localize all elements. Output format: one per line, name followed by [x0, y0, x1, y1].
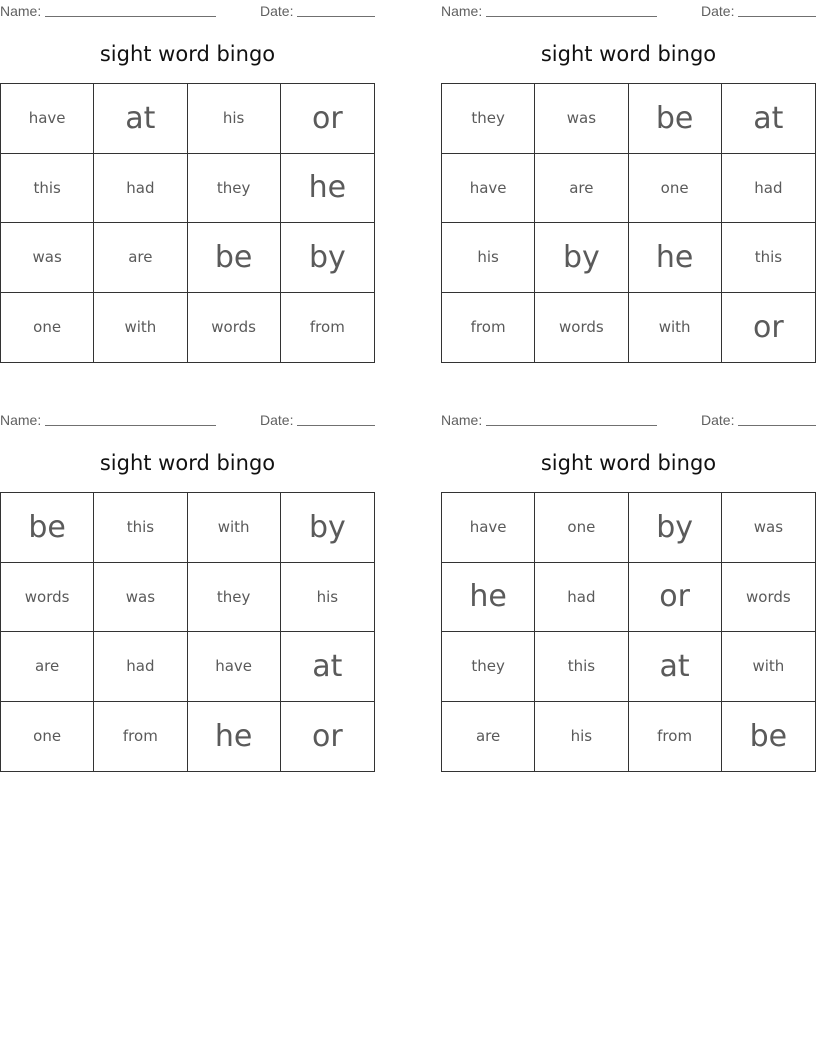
- bingo-cell[interactable]: they: [188, 154, 281, 224]
- bingo-cell[interactable]: or: [629, 563, 722, 633]
- bingo-cell[interactable]: be: [188, 223, 281, 293]
- bingo-cell[interactable]: he: [188, 702, 281, 772]
- name-date-row: [441, 412, 816, 428]
- name-date-row: [0, 412, 375, 428]
- name-blank-line[interactable]: [45, 16, 216, 17]
- bingo-cell[interactable]: they: [442, 84, 535, 154]
- bingo-cell[interactable]: had: [94, 632, 187, 702]
- bingo-grid: [0, 83, 375, 363]
- bingo-cell[interactable]: they: [188, 563, 281, 633]
- bingo-cell[interactable]: this: [94, 493, 187, 563]
- bingo-grid: [441, 492, 816, 772]
- bingo-cell[interactable]: by: [281, 223, 374, 293]
- bingo-cell[interactable]: was: [722, 493, 815, 563]
- bingo-cell[interactable]: this: [722, 223, 815, 293]
- card-title: sight word bingo: [540, 451, 717, 475]
- name-blank-line[interactable]: [486, 16, 657, 17]
- bingo-cell[interactable]: one: [535, 493, 628, 563]
- bingo-cell[interactable]: this: [535, 632, 628, 702]
- bingo-cell[interactable]: have: [442, 493, 535, 563]
- bingo-card: [0, 409, 375, 781]
- bingo-cell[interactable]: he: [281, 154, 374, 224]
- bingo-cell[interactable]: have: [188, 632, 281, 702]
- bingo-cell[interactable]: be: [749, 718, 788, 754]
- bingo-cell[interactable]: be: [629, 84, 722, 154]
- bingo-cell[interactable]: are: [94, 223, 187, 293]
- bingo-cell[interactable]: or: [281, 84, 374, 154]
- bingo-cell[interactable]: was: [1, 223, 94, 293]
- bingo-cell[interactable]: one: [1, 702, 94, 772]
- bingo-cell[interactable]: at: [629, 632, 722, 702]
- bingo-card: [0, 0, 375, 372]
- date-blank-line[interactable]: [297, 16, 375, 17]
- card-title: sight word bingo: [540, 42, 717, 66]
- bingo-cell[interactable]: with: [629, 293, 722, 363]
- bingo-cell[interactable]: was: [535, 84, 628, 154]
- bingo-cell[interactable]: are: [535, 154, 628, 224]
- bingo-cell[interactable]: be: [1, 493, 94, 563]
- bingo-cell[interactable]: at: [281, 632, 374, 702]
- name-label: Name:: [441, 412, 483, 428]
- bingo-cell[interactable]: or: [312, 718, 343, 754]
- bingo-cell[interactable]: they: [442, 632, 535, 702]
- bingo-cell[interactable]: have: [1, 84, 94, 154]
- bingo-card: [441, 0, 816, 372]
- bingo-cell[interactable]: had: [535, 563, 628, 633]
- name-label: Name:: [441, 3, 483, 19]
- bingo-cell[interactable]: had: [94, 154, 187, 224]
- date-blank-line[interactable]: [738, 16, 816, 17]
- bingo-cell[interactable]: was: [94, 563, 187, 633]
- bingo-cell[interactable]: with: [722, 632, 815, 702]
- bingo-cell[interactable]: at: [94, 84, 187, 154]
- bingo-cell[interactable]: words: [1, 563, 94, 633]
- bingo-cell[interactable]: from: [309, 318, 345, 337]
- name-date-row: [441, 3, 816, 19]
- bingo-cell[interactable]: his: [442, 223, 535, 293]
- card-title: sight word bingo: [99, 451, 276, 475]
- name-blank-line[interactable]: [45, 425, 216, 426]
- bingo-cell[interactable]: one: [1, 293, 94, 363]
- bingo-cell[interactable]: from: [442, 293, 535, 363]
- bingo-cell[interactable]: his: [188, 84, 281, 154]
- date-label: Date:: [260, 412, 294, 428]
- bingo-cell[interactable]: from: [94, 702, 187, 772]
- name-blank-line[interactable]: [486, 425, 657, 426]
- name-label: Name:: [0, 412, 42, 428]
- bingo-cell[interactable]: are: [442, 702, 535, 772]
- bingo-cell[interactable]: are: [1, 632, 94, 702]
- date-label: Date:: [701, 412, 735, 428]
- date-label: Date:: [701, 3, 735, 19]
- bingo-cell[interactable]: with: [94, 293, 187, 363]
- bingo-cell[interactable]: this: [1, 154, 94, 224]
- bingo-cell[interactable]: or: [753, 309, 784, 345]
- bingo-cell[interactable]: have: [442, 154, 535, 224]
- bingo-cell[interactable]: from: [629, 702, 722, 772]
- card-title: sight word bingo: [99, 42, 276, 66]
- bingo-grid: [441, 83, 816, 363]
- bingo-cell[interactable]: he: [442, 563, 535, 633]
- bingo-card: [441, 409, 816, 781]
- bingo-cell[interactable]: at: [722, 84, 815, 154]
- bingo-grid: [0, 492, 375, 772]
- name-label: Name:: [0, 3, 42, 19]
- bingo-cell[interactable]: his: [281, 563, 374, 633]
- bingo-cell[interactable]: he: [629, 223, 722, 293]
- bingo-cell[interactable]: by: [535, 223, 628, 293]
- bingo-cell[interactable]: with: [188, 493, 281, 563]
- bingo-cell[interactable]: his: [535, 702, 628, 772]
- bingo-cell[interactable]: words: [722, 563, 815, 633]
- date-label: Date:: [260, 3, 294, 19]
- bingo-cell[interactable]: had: [722, 154, 815, 224]
- date-blank-line[interactable]: [738, 425, 816, 426]
- bingo-cell[interactable]: by: [281, 493, 374, 563]
- date-blank-line[interactable]: [297, 425, 375, 426]
- bingo-cell[interactable]: one: [629, 154, 722, 224]
- bingo-cell[interactable]: words: [188, 293, 281, 363]
- bingo-cell[interactable]: words: [535, 293, 628, 363]
- bingo-cell[interactable]: by: [629, 493, 722, 563]
- name-date-row: [0, 3, 375, 19]
